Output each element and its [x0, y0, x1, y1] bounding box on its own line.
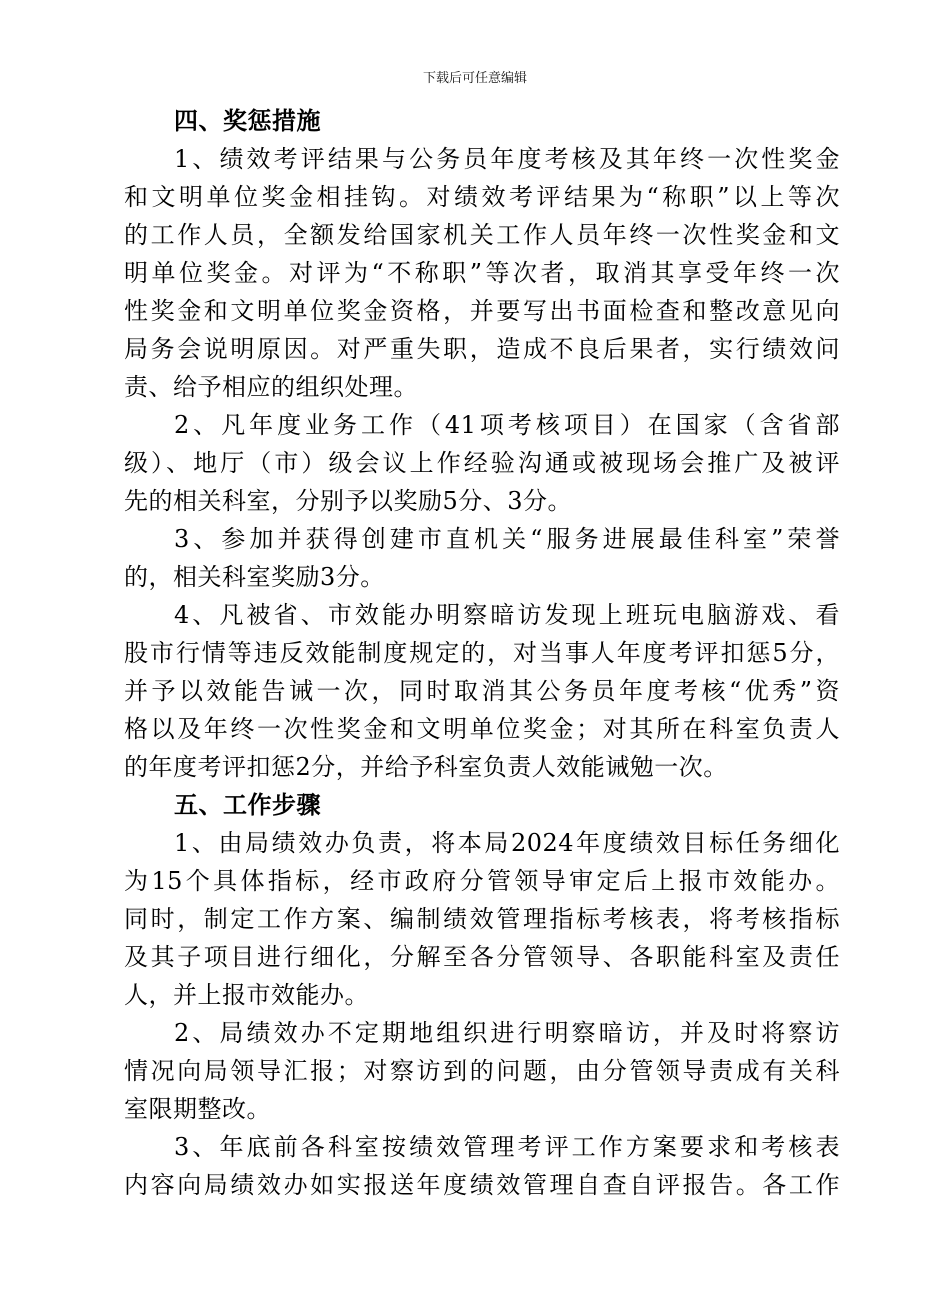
paragraph-first-line: 2、局绩效办不定期地组织进行明察暗访，并及时将察访	[174, 1019, 840, 1047]
section-heading: 四、奖惩措施	[174, 107, 321, 135]
paragraph-last-line: 责、给予相应的组织处理。	[124, 373, 418, 401]
paragraph-line: 和文明单位奖金相挂钩。对绩效考评结果为“称职”以上等次	[124, 183, 840, 211]
paragraph-line: 级）、地厅（市）级会议上作经验沟通或被现场会推广及被评	[124, 449, 840, 477]
paragraph-line: 股市行情等违反效能制度规定的，对当事人年度考评扣惩5分，	[124, 639, 840, 667]
paragraph-line: 情况向局领导汇报；对察访到的问题，由分管领导责成有关科	[124, 1057, 840, 1085]
paragraph-last-line: 的，相关科室奖励3分。	[124, 563, 385, 591]
paragraph-line: 局务会说明原因。对严重失职，造成不良后果者，实行绩效问	[124, 335, 840, 363]
paragraph-first-line: 3、参加并获得创建市直机关“服务进展最佳科室”荣誉	[174, 525, 840, 553]
paragraph-line: 及其子项目进行细化，分解至各分管领导、各职能科室及责任	[124, 943, 840, 971]
paragraph-last-line: 的年度考评扣惩2分，并给予科室负责人效能诫勉一次。	[124, 753, 728, 781]
paragraph-last-line: 先的相关科室，分别予以奖励5分、3分。	[124, 487, 573, 515]
paragraph-line: 明单位奖金。对评为“不称职”等次者，取消其享受年终一次	[124, 259, 840, 287]
paragraph-last-line: 室限期整改。	[124, 1095, 271, 1123]
document-body	[124, 102, 840, 1204]
paragraph-line: 的工作人员，全额发给国家机关工作人员年终一次性奖金和文	[124, 221, 840, 249]
paragraph-line: 同时，制定工作方案、编制绩效管理指标考核表，将考核指标	[124, 905, 840, 933]
section-heading: 五、工作步骤	[174, 791, 321, 819]
paragraph-line: 格以及年终一次性奖金和文明单位奖金；对其所在科室负责人	[124, 715, 840, 743]
paragraph-first-line: 1、绩效考评结果与公务员年度考核及其年终一次性奖金	[174, 145, 840, 173]
paragraph-first-line: 1、由局绩效办负责，将本局2024年度绩效目标任务细化	[174, 829, 840, 857]
paragraph-line: 并予以效能告诫一次，同时取消其公务员年度考核“优秀”资	[124, 677, 840, 705]
paragraph-first-line: 4、凡被省、市效能办明察暗访发现上班玩电脑游戏、看	[174, 601, 840, 629]
paragraph-line: 性奖金和文明单位奖金资格，并要写出书面检查和整改意见向	[124, 297, 840, 325]
paragraph-line: 为15个具体指标，经市政府分管领导审定后上报市效能办。	[124, 867, 840, 895]
paragraph-last-line: 人，并上报市效能办。	[124, 981, 369, 1009]
paragraph-first-line: 3、年底前各科室按绩效管理考评工作方案要求和考核表	[174, 1133, 840, 1161]
page-header-note: 下载后可任意编辑	[422, 71, 527, 86]
paragraph-first-line: 2、凡年度业务工作（41项考核项目）在国家（含省部	[174, 411, 840, 439]
paragraph-line: 内容向局绩效办如实报送年度绩效管理自查自评报告。各工作	[124, 1171, 840, 1199]
